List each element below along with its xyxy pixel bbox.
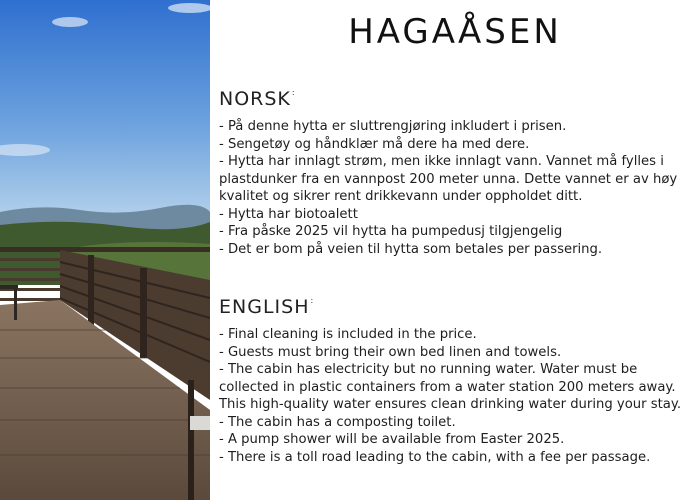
norsk-heading-label: NORSK (219, 88, 291, 110)
sky (0, 0, 210, 230)
deck-view-illustration (0, 0, 210, 500)
english-line: This high-quality water ensures clean drinking water during your stay. (219, 397, 682, 412)
norsk-line: - På denne hytta er sluttrengjøring inkludert i prisen. (219, 119, 567, 134)
english-line: - There is a toll road leading to the cabin, with a fee per passage. (219, 449, 651, 465)
english-heading-label: ENGLISH (219, 296, 310, 318)
norsk-line: - Fra påske 2025 vil hytta ha pumpedusj tilgjengelig (219, 224, 563, 239)
page-title: HAGAÅSEN (348, 12, 562, 52)
english-line: - The cabin has a composting toilet. (219, 414, 456, 430)
english-line: collected in plastic containers from a water station 200 meters away. (219, 379, 676, 395)
foreground-post (188, 380, 194, 500)
english-line: - The cabin has electricity but no running water. Water must be (219, 362, 638, 377)
norsk-line: kvalitet og sikrer rent drikkevann under oppholdet ditt. (219, 189, 583, 204)
info-panel (210, 0, 700, 500)
english-heading: ENGLISH: (219, 296, 315, 318)
norsk-line: - Det er bom på veien til hytta som betales per passering. (219, 241, 603, 257)
cloud (168, 3, 210, 13)
norsk-line: plastdunker fra en vannpost 200 meter unna. Dette vannet er av høy (219, 171, 678, 187)
railing-post (88, 255, 94, 325)
english-line: - Guests must bring their own bed linen and towels. (219, 344, 562, 360)
norsk-line: - Hytta har biotoalett (219, 206, 358, 222)
english-list (219, 326, 700, 466)
norsk-line: - Hytta har innlagt strøm, men ikke innlagt vann. Vannet må fylles i (219, 154, 664, 169)
railing-post (140, 268, 147, 358)
english-line: - A pump shower will be available from Easter 2025. (219, 432, 565, 447)
cabin-view-photo (0, 0, 210, 500)
norsk-list (219, 118, 700, 258)
norsk-heading: NORSK: (219, 88, 296, 110)
foreground-rail (190, 416, 210, 430)
cloud (52, 17, 88, 27)
norsk-line: - Sengetøy og håndklær må dere ha med dere. (219, 136, 530, 152)
english-line: - Final cleaning is included in the price. (219, 327, 477, 342)
railing-top (0, 247, 210, 252)
